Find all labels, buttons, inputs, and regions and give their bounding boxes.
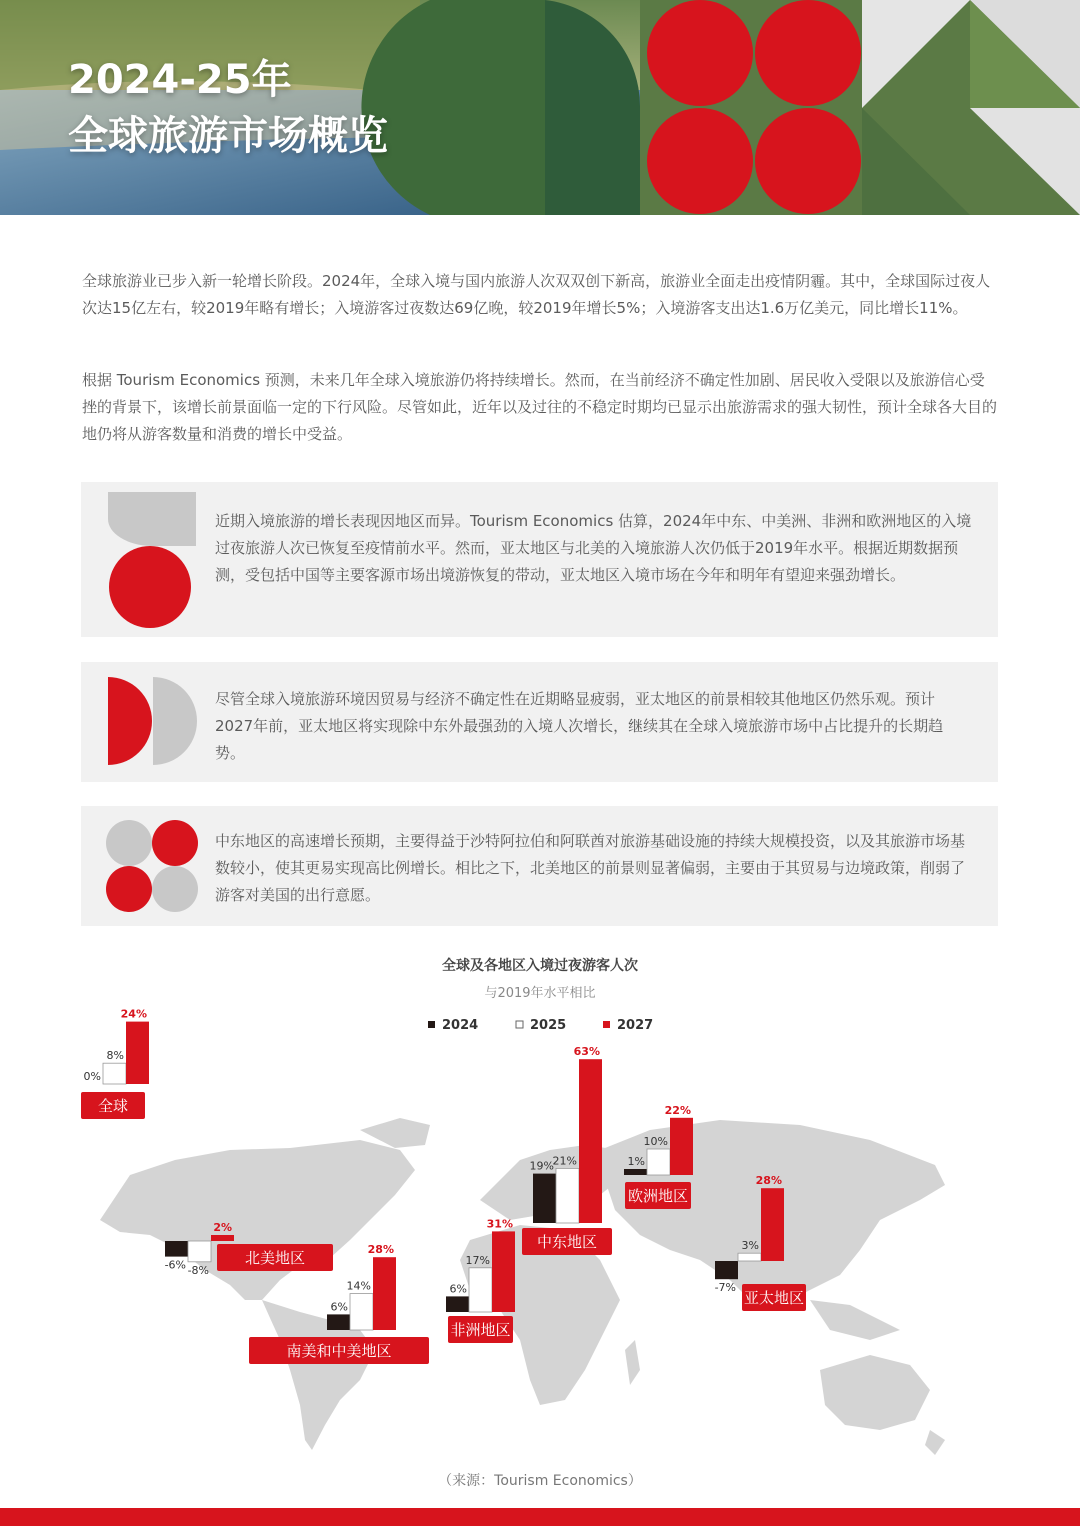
intro-paragraph-1: 全球旅游业已步入新一轮增长阶段。2024年，全球入境与国内旅游人次双双创下新高，旅游业全面走出疫情阴霾。其中，全球国际过夜人次达15亿左右，较2019年略有增长；入境游客过夜数达69亿晚，较2019年增长5%；入境游客支出达1.6万亿美元，同比增长11%。 [82, 272, 991, 317]
bar-2027-4 [579, 1059, 602, 1223]
hero-red-circle [647, 108, 753, 214]
region-badge-label-5: 欧洲地区 [627, 1187, 689, 1205]
bar-label-2024-0: 0% [83, 1070, 101, 1083]
bar-2025-1 [188, 1241, 211, 1262]
bar-label-2027-3: 31% [486, 1217, 513, 1231]
region-badge-label-1: 北美地区 [244, 1249, 306, 1267]
bar-2025-0 [103, 1063, 126, 1084]
bar-2027-2 [373, 1257, 396, 1330]
bar-label-2025-2: 14% [346, 1279, 371, 1293]
intro-paragraph-2: 根据 Tourism Economics 预测，未来几年全球入境旅游仍将持续增长。然而，在当前经济不确定性加剧、居民收入受限以及旅游信心受挫的背景下，该增长前景面临一定的下行风险。尽管如此，近年以及过往的不稳定时期均已显示出旅游需求的强大韧性，预计全球各大目的地仍将从游客数量和消费的增长中受益。 [82, 371, 998, 443]
bar-label-2025-4: 21% [552, 1154, 577, 1168]
legend-label-2024: 2024 [442, 1018, 479, 1033]
bar-label-2024-6: -7% [714, 1281, 736, 1295]
bar-label-2027-5: 22% [664, 1103, 691, 1117]
page-title-line1: 2024-25年 [68, 57, 292, 103]
chart-title: 全球及各地区入境过夜游客人次 [442, 958, 638, 974]
bar-label-2024-3: 6% [449, 1282, 467, 1296]
bar-2027-3 [492, 1231, 515, 1312]
bar-label-2027-4: 63% [573, 1045, 600, 1059]
bar-label-2025-0: 8% [106, 1049, 124, 1063]
world-map [100, 1118, 945, 1455]
bar-label-2025-6: 3% [741, 1239, 759, 1253]
bar-2027-1 [211, 1235, 234, 1241]
bar-label-2027-2: 28% [367, 1243, 394, 1257]
bar-2024-4 [533, 1174, 556, 1223]
legend-swatch-2024 [428, 1021, 435, 1028]
info-card-2-text: 尽管全球入境旅游环境因贸易与经济不确定性在近期略显疲弱，亚太地区的前景相较其他地区仍然乐观。预计2027年前，亚太地区将实现除中东外最强劲的入境人次增长，继续其在全球入境旅游市场中占比提升的长期趋势。 [215, 690, 944, 762]
region-badge-label-2: 南美和中美地区 [286, 1342, 392, 1360]
info-card-1 [81, 482, 998, 637]
bar-label-2024-2: 6% [330, 1300, 348, 1314]
bar-2024-2 [327, 1314, 350, 1330]
info-card-2 [81, 662, 998, 782]
chart-legend [428, 1018, 653, 1033]
bar-label-2027-6: 28% [755, 1174, 782, 1188]
bar-label-2025-3: 17% [465, 1253, 490, 1267]
footer-bar [0, 1508, 1080, 1526]
hero-red-circle [755, 108, 861, 214]
bar-2027-6 [761, 1188, 784, 1261]
legend-swatch-2027 [603, 1021, 610, 1028]
page-title [68, 52, 388, 164]
four-circles-icon [81, 806, 211, 926]
bar-label-2024-1: -6% [164, 1258, 186, 1272]
circle-half-icon [81, 482, 211, 637]
bar-2024-6 [715, 1261, 738, 1279]
bar-2025-3 [469, 1268, 492, 1312]
bar-label-2027-0: 24% [120, 1007, 147, 1021]
info-card-1-text: 近期入境旅游的增长表现因地区而异。Tourism Economics 估算，2024年中东、中美洲、非洲和欧洲地区的入境过夜旅游人次已恢复至疫情前水平。然而，亚太地区与北美的入境旅游人次仍低于2019年水平。根据近期数据预测，受包括中国等主要客源市场出境游恢复的带动，亚太地区入境市场在今年和明年有望迎来强劲增长。 [215, 512, 972, 584]
hero-red-circle [755, 0, 861, 106]
bar-label-2025-1: -8% [187, 1263, 209, 1277]
bar-label-2024-4: 19% [529, 1159, 554, 1173]
half-discs-icon [81, 662, 211, 782]
legend-swatch-2025 [516, 1021, 523, 1028]
legend-label-2025: 2025 [530, 1018, 567, 1033]
bar-2024-5 [624, 1169, 647, 1175]
hero-banner [0, 0, 1080, 215]
bar-2024-3 [446, 1296, 469, 1312]
bar-label-2025-5: 10% [643, 1135, 668, 1148]
chart-subtitle: 与2019年水平相比 [484, 986, 596, 1001]
hero-red-circle [647, 0, 753, 106]
region-badge-label-6: 亚太地区 [743, 1289, 805, 1307]
bar-2025-5 [647, 1149, 670, 1175]
bar-label-2027-1: 2% [213, 1221, 232, 1234]
bar-2025-2 [350, 1294, 373, 1330]
bar-2025-6 [738, 1253, 761, 1261]
region-badge-label-0: 全球 [97, 1097, 129, 1115]
bar-2027-5 [670, 1118, 693, 1175]
bar-2027-0 [126, 1022, 149, 1084]
legend-label-2027: 2027 [617, 1018, 654, 1033]
info-card-3-text: 中东地区的高速增长预期，主要得益于沙特阿拉伯和阿联酋对旅游基础设施的持续大规模投资，以及其旅游市场基数较小，使其更易实现高比例增长。相比之下，北美地区的前景则显著偏弱，主要由于其贸易与边境政策，削弱了游客对美国的出行意愿。 [215, 832, 966, 904]
region-badge-label-4: 中东地区 [536, 1233, 598, 1251]
info-card-3 [81, 806, 998, 926]
bar-2025-4 [556, 1168, 579, 1223]
bar-label-2024-5: 1% [627, 1155, 645, 1168]
region-badge-label-3: 非洲地区 [450, 1321, 511, 1339]
chart-source: （来源：Tourism Economics） [438, 1473, 642, 1489]
bar-2024-1 [165, 1241, 188, 1257]
world-map-chart [0, 1000, 1080, 1470]
page-title-line2: 全球旅游市场概览 [68, 113, 388, 159]
